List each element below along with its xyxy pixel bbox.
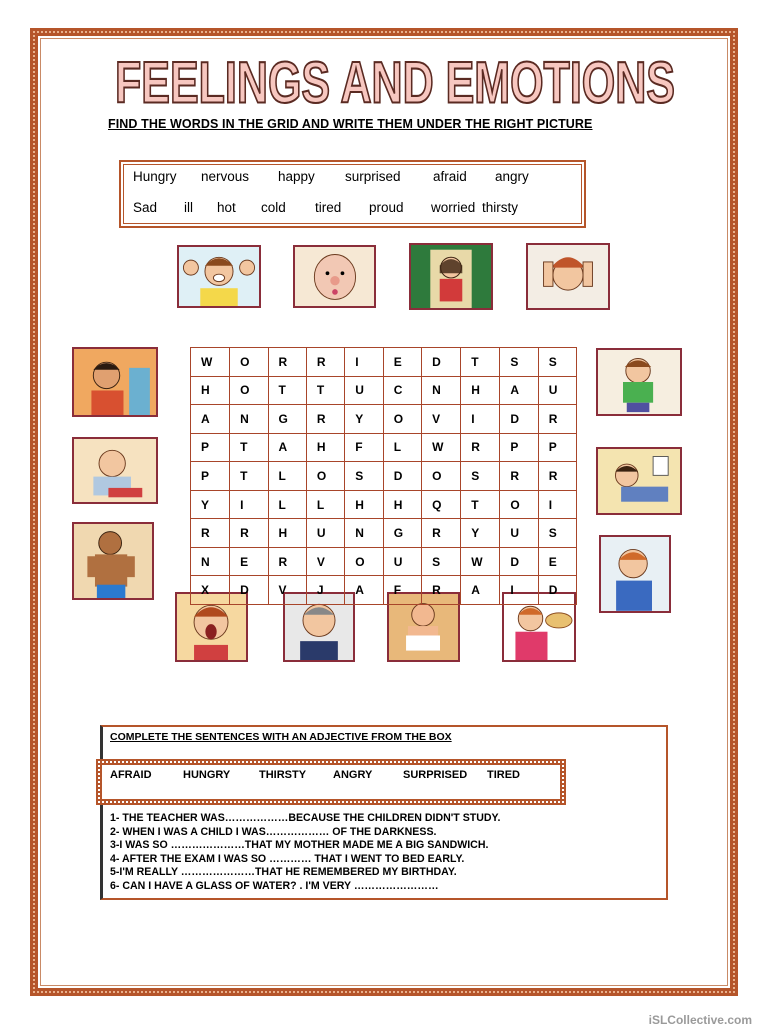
- grid-cell: H: [191, 376, 230, 405]
- adjective-item: TIRED: [487, 769, 520, 781]
- grid-cell: S: [538, 348, 576, 377]
- grid-cell: U: [345, 376, 383, 405]
- sentence-2: 2- WHEN I WAS A CHILD I WAS……………… OF THE DARKNESS.: [110, 825, 437, 838]
- grid-cell: U: [306, 519, 344, 548]
- grid-cell: T: [461, 490, 500, 519]
- word-item: hot: [217, 200, 236, 215]
- picture-worried-head: [526, 243, 610, 310]
- grid-cell: R: [538, 405, 576, 434]
- grid-cell: W: [461, 547, 500, 576]
- grid-cell: R: [500, 462, 538, 491]
- grid-cell: H: [383, 490, 421, 519]
- grid-cell: S: [461, 462, 500, 491]
- grid-cell: G: [383, 519, 421, 548]
- grid-cell: F: [345, 433, 383, 462]
- word-search-grid: [190, 347, 577, 605]
- grid-cell: R: [422, 576, 461, 605]
- grid-cell: A: [500, 376, 538, 405]
- grid-cell: D: [422, 348, 461, 377]
- grid-cell: A: [461, 576, 500, 605]
- grid-cell: U: [383, 547, 421, 576]
- grid-cell: D: [230, 576, 268, 605]
- title-text: FEELINGS AND EMOTIONS: [115, 50, 675, 112]
- grid-cell: H: [268, 519, 306, 548]
- grid-cell: C: [383, 376, 421, 405]
- grid-cell: I: [345, 348, 383, 377]
- grid-cell: Q: [422, 490, 461, 519]
- grid-cell: S: [500, 348, 538, 377]
- grid-cell: D: [500, 405, 538, 434]
- grid-cell: V: [422, 405, 461, 434]
- grid-cell: E: [230, 547, 268, 576]
- grid-cell: R: [268, 348, 306, 377]
- grid-cell: H: [306, 433, 344, 462]
- grid-row: [191, 405, 577, 434]
- word-item: Hungry: [133, 169, 177, 184]
- grid-cell: A: [268, 433, 306, 462]
- grid-cell: S: [538, 519, 576, 548]
- grid-cell: N: [345, 519, 383, 548]
- grid-cell: L: [268, 490, 306, 519]
- grid-cell: T: [230, 462, 268, 491]
- grid-cell: I: [461, 405, 500, 434]
- grid-cell: W: [191, 348, 230, 377]
- picture-afraid-girl: [409, 243, 493, 310]
- instruction-complete-sentences: COMPLETE THE SENTENCES WITH AN ADJECTIVE FROM THE BOX: [110, 731, 452, 743]
- grid-cell: R: [268, 547, 306, 576]
- picture-tired-man: [72, 437, 158, 504]
- grid-cell: U: [500, 519, 538, 548]
- grid-cell: J: [306, 576, 344, 605]
- grid-cell: I: [500, 576, 538, 605]
- adjective-item: SURPRISED: [403, 769, 468, 781]
- grid-cell: R: [461, 433, 500, 462]
- grid-cell: Y: [461, 519, 500, 548]
- word-item: worried: [431, 200, 476, 215]
- picture-strong-man: [72, 522, 154, 600]
- instruction-find-words: FIND THE WORDS IN THE GRID AND WRITE THEM UNDER THE RIGHT PICTURE: [108, 117, 593, 131]
- word-item: nervous: [201, 169, 250, 184]
- grid-cell: O: [230, 348, 268, 377]
- picture-sad-boy: [599, 535, 671, 613]
- grid-cell: A: [345, 576, 383, 605]
- watermark: iSLCollective.com: [648, 1013, 752, 1027]
- picture-proud-man: [72, 347, 158, 417]
- grid-cell: S: [345, 462, 383, 491]
- grid-cell: I: [538, 490, 576, 519]
- word-item: surprised: [345, 169, 401, 184]
- grid-cell: F: [383, 576, 421, 605]
- grid-cell: O: [345, 547, 383, 576]
- word-item: afraid: [433, 169, 467, 184]
- adjective-item: AFRAID: [110, 769, 152, 781]
- worksheet-title: [110, 48, 680, 112]
- grid-cell: O: [383, 405, 421, 434]
- grid-cell: H: [345, 490, 383, 519]
- grid-row: [191, 348, 577, 377]
- grid-cell: T: [268, 376, 306, 405]
- grid-cell: N: [191, 547, 230, 576]
- word-item: Sad: [133, 200, 158, 215]
- grid-cell: V: [268, 576, 306, 605]
- grid-cell: Y: [345, 405, 383, 434]
- grid-cell: O: [306, 462, 344, 491]
- word-item: tired: [315, 200, 342, 215]
- grid-row: [191, 519, 577, 548]
- grid-cell: A: [191, 405, 230, 434]
- grid-cell: X: [191, 576, 230, 605]
- grid-cell: U: [538, 376, 576, 405]
- grid-cell: R: [306, 348, 344, 377]
- grid-cell: O: [500, 490, 538, 519]
- grid-cell: H: [461, 376, 500, 405]
- picture-ill-face: [293, 245, 376, 308]
- word-item: proud: [369, 200, 404, 215]
- grid-cell: R: [230, 519, 268, 548]
- word-item: ill: [184, 200, 193, 215]
- adjective-item: ANGRY: [333, 769, 373, 781]
- word-item: thirsty: [482, 200, 519, 215]
- grid-cell: R: [306, 405, 344, 434]
- grid-cell: V: [306, 547, 344, 576]
- grid-cell: O: [230, 376, 268, 405]
- grid-cell: G: [268, 405, 306, 434]
- grid-cell: P: [538, 433, 576, 462]
- grid-cell: Y: [191, 490, 230, 519]
- grid-cell: E: [383, 348, 421, 377]
- grid-cell: E: [538, 547, 576, 576]
- grid-cell: T: [306, 376, 344, 405]
- grid-cell: O: [422, 462, 461, 491]
- grid-cell: P: [191, 462, 230, 491]
- adjective-item: HUNGRY: [183, 769, 231, 781]
- word-item: happy: [278, 169, 315, 184]
- grid-cell: D: [383, 462, 421, 491]
- grid-row: [191, 490, 577, 519]
- grid-row: [191, 576, 577, 605]
- picture-cold-person: [596, 348, 682, 416]
- grid-cell: S: [422, 547, 461, 576]
- sentence-list: [110, 812, 500, 894]
- grid-cell: P: [191, 433, 230, 462]
- grid-cell: L: [383, 433, 421, 462]
- grid-row: [191, 547, 577, 576]
- sentence-1: 1- THE TEACHER WAS………………BECAUSE THE CHILDREN DIDN'T STUDY.: [110, 812, 501, 824]
- grid-cell: T: [230, 433, 268, 462]
- grid-cell: R: [538, 462, 576, 491]
- sentence-5: 5-I'M REALLY …………………THAT HE REMEMBERED MY BIRTHDAY.: [110, 866, 457, 879]
- grid-cell: N: [230, 405, 268, 434]
- word-item: cold: [261, 200, 286, 215]
- sentence-6: 6- CAN I HAVE A GLASS OF WATER? . I'M VERY ……………………: [110, 879, 439, 892]
- grid-cell: N: [422, 376, 461, 405]
- grid-cell: I: [230, 490, 268, 519]
- picture-surprised-hands: [177, 245, 261, 308]
- picture-thirsty-person: [596, 447, 682, 515]
- grid-cell: T: [461, 348, 500, 377]
- grid-cell: W: [422, 433, 461, 462]
- sentence-4: 4- AFTER THE EXAM I WAS SO ………… THAT I WENT TO BED EARLY.: [110, 852, 465, 865]
- grid-row: [191, 462, 577, 491]
- grid-cell: D: [538, 576, 576, 605]
- grid-cell: D: [500, 547, 538, 576]
- sentence-3: 3-I WAS SO …………………THAT MY MOTHER MADE ME A BIG SANDWICH.: [110, 839, 489, 852]
- adjective-item: THIRSTY: [259, 769, 307, 781]
- grid-row: [191, 376, 577, 405]
- grid-cell: L: [306, 490, 344, 519]
- word-item: angry: [495, 169, 529, 184]
- grid-row: [191, 433, 577, 462]
- grid-cell: P: [500, 433, 538, 462]
- grid-cell: R: [191, 519, 230, 548]
- grid-cell: L: [268, 462, 306, 491]
- grid-cell: R: [422, 519, 461, 548]
- adjective-box: [96, 759, 566, 805]
